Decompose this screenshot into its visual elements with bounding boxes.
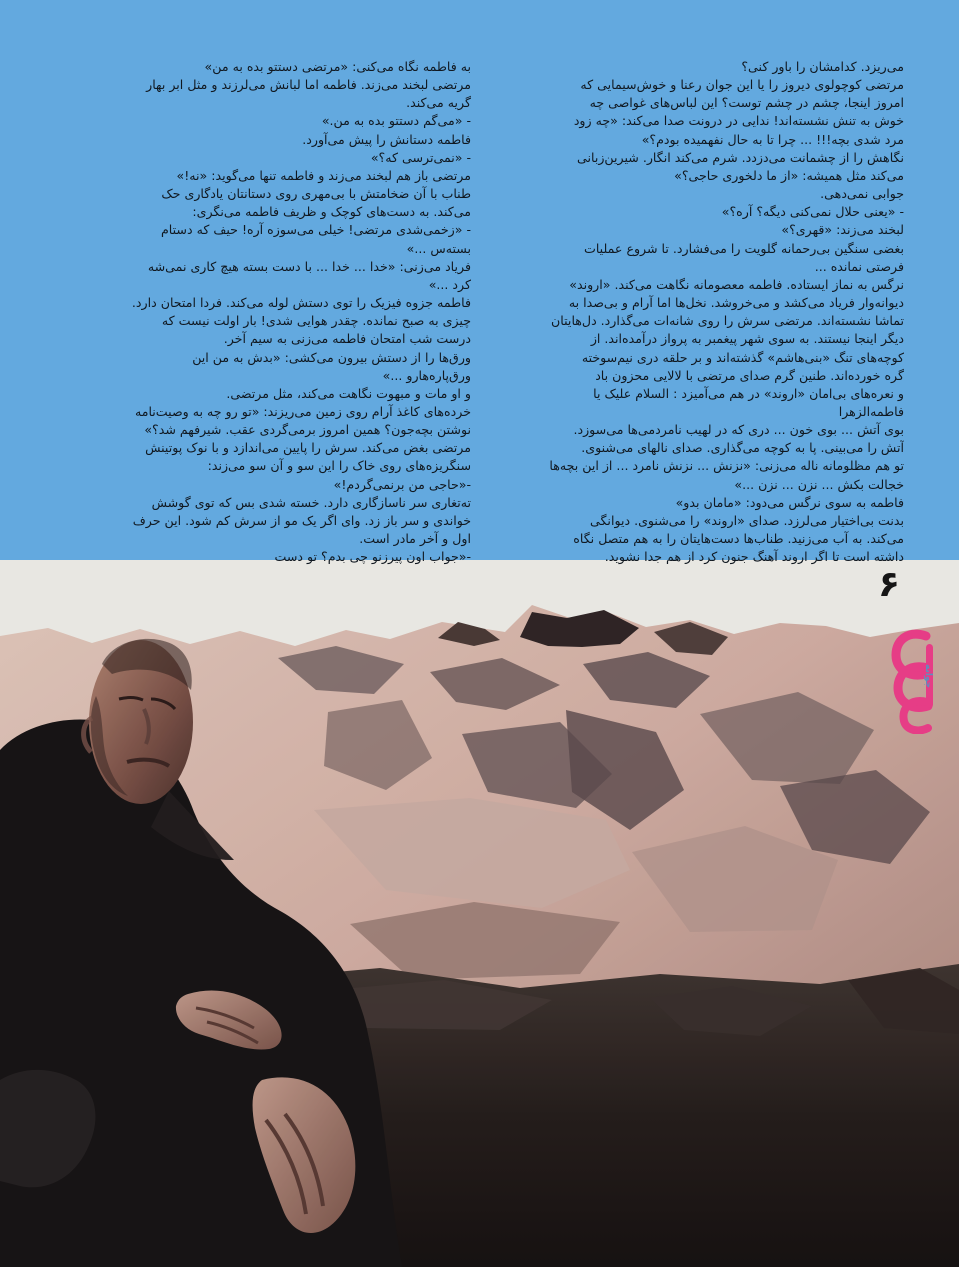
text-line: ته‌تغاری سر ناسازگاری دارد. خسته شدی بس که توی گوشش: [151, 494, 471, 510]
text-line: لبخند می‌زند: «قهری؟»: [781, 222, 904, 238]
text-line: امروز اینجا، چشم در چشم توست؟ این لباس‌های غواصی چه: [589, 95, 904, 111]
desert-portrait-image: [0, 560, 959, 1267]
text-line: گره خورده‌اند. طنین گرم صدای مرتضی با لالایی محزون باد: [595, 367, 904, 383]
text-line: بسته‌س ...»: [406, 240, 471, 256]
text-line: به فاطمه نگاه می‌کنی: «مرتضی دستتو بده به من»: [204, 59, 471, 74]
text-line: جوابی نمی‌دهی.: [820, 186, 904, 202]
text-line: مرتضی باز هم لبخند می‌زند و فاطمه تنها می‌گوید: «نه!»: [176, 167, 471, 183]
text-line: بوی آتش ... بوی خون ... دری که در لهیب نامردمی‌ها می‌سوزد.: [573, 422, 904, 438]
text-line: اول و آخر مادر است.: [359, 531, 471, 547]
text-line: می‌ریزد. کدامشان را باور کنی؟: [741, 59, 904, 74]
text-line: داشته است تا اگر اروند آهنگ جنون کرد از هم جدا نشوید.: [604, 549, 904, 565]
text-line: فریاد می‌زنی: «خدا ... خدا ... با دست بسته هیچ کاری نمی‌شه: [147, 258, 471, 274]
text-line: نرگس به نماز ایستاده. فاطمه معصومانه نگاهت می‌کند. «اروند»: [569, 276, 904, 292]
text-line: سنگریزه‌های روی خاک را این سو و آن سو می‌زند:: [207, 458, 471, 474]
text-line: و نعره‌های بی‌امان «اروند» در هم می‌آمیزد : السلام علیک یا: [593, 385, 904, 401]
text-line: -«جواب اون پیرزنو چی بدم؟ تو دست: [274, 549, 471, 565]
text-line: می‌کند مثل همیشه: «از ما دلخوری حاجی؟»: [674, 167, 904, 183]
text-line: ورق‌پاره‌هارو ...»: [382, 367, 471, 383]
text-line: تماشا نشسته‌اند. مرتضی سرش را روی شانه‌ات می‌گذارد. دل‌هایتان: [551, 313, 904, 329]
text-line: درست شب امتحان فاطمه می‌زنی به سیم آخر.: [223, 331, 471, 347]
text-line: می‌کند. به آب می‌زنید. طناب‌ها دست‌هایتان را به هم متصل نگاه: [573, 531, 904, 547]
text-line: فاطمه دستانش را پیش می‌آورد.: [302, 131, 471, 147]
text-line: - «زخمی‌شدی مرتضی! خیلی می‌سوزه آره! حیف که دستام: [160, 222, 471, 238]
text-line: تو هم مظلومانه ناله می‌زنی: «نزنش ... نزنش نامرد ... از این بچه‌ها: [549, 458, 904, 474]
text-line: خوش به تنش نشسته‌اند! ندایی در درونت صدا می‌کند: «چه زود: [573, 113, 904, 129]
text-line: فاطمه به سوی نرگس می‌دود: «مامان بدو»: [675, 494, 904, 510]
text-line: طناب با آن ضخامتش با بی‌مهری روی دستانتان یادگاری حک: [161, 186, 471, 202]
text-line: مرد شدی بچه!!! ... چرا تا به حال نفهمیده بودم؟»: [641, 131, 904, 147]
text-line: مرتضی بغض می‌کند. سرش را پایین می‌اندازد و با نوک پوتینش: [145, 440, 471, 456]
text-line: کوچه‌های تنگ «بنی‌هاشم» گذشته‌اند و بر حلقه دری نیم‌سوخته: [581, 349, 904, 365]
text-line: و او مات و مبهوت نگاهت می‌کند، مثل مرتضی.: [226, 385, 471, 401]
text-line: چیزی به صبح نمانده. چقدر هوایی شدی! بار اولت نیست که: [161, 313, 471, 329]
text-line: مرتضی کوچولوی دیروز را یا این جوان رعنا و خوش‌سیمایی که: [580, 77, 904, 93]
text-line: مرتضی لبخند می‌زند. فاطمه اما لبانش می‌لرزند و مثل ابر بهار: [146, 77, 471, 93]
text-line: فرصتی نمانده ...: [814, 258, 904, 274]
text-line: می‌کند. به دست‌های کوچک و ظریف فاطمه می‌نگری:: [192, 204, 471, 220]
text-line: نگاهش را از چشمانت می‌دزدد. شرم می‌کند انگار. شیرین‌زبانی: [577, 149, 904, 165]
page-number: ۶: [878, 564, 900, 605]
text-line: ورق‌ها را از دستش بیرون می‌کشی: «بدش به من این: [192, 349, 471, 365]
text-line: نوشتن بچه‌جون؟ همین امروز برمی‌گردی عقب. شیرفهم شد؟»: [144, 422, 471, 438]
text-line: بغضی سنگین بی‌رحمانه گلویت را می‌فشارد. تا شروع عملیات: [583, 240, 904, 256]
text-line: خواندی و سر باز زد. وای اگر یک مو از سرش کم شود. این حرف: [132, 512, 471, 528]
article-column-left: [58, 58, 471, 566]
article-column-right: [486, 58, 904, 566]
logo-text: جوانه: [923, 664, 933, 689]
text-line: کرد ...»: [428, 276, 471, 292]
text-line: گریه می‌کند.: [406, 95, 471, 111]
text-line: دیوانه‌وار فریاد می‌کشد و می‌خروشد. نخل‌ها اما آرام و بی‌صدا به: [568, 295, 904, 311]
text-line: آتش را می‌بینی. پا به کوچه می‌گذاری. صدای نالهای می‌شنوی.: [581, 440, 904, 456]
magazine-logo: [884, 622, 940, 734]
text-line: بدنت بی‌اختیار می‌لرزد. صدای «اروند» را می‌شنوی. دیوانگی: [589, 512, 904, 528]
text-line: - «می‌گم دستتو بده به من.»: [321, 113, 471, 129]
text-line: - «یعنی حلال نمی‌کنی دیگه؟ آره؟»: [721, 204, 904, 220]
text-line: فاطمه‌الزهرا: [838, 403, 904, 419]
text-line: -«حاجی من برنمی‌گردم!»: [333, 476, 471, 492]
desert-portrait-photo: [0, 560, 959, 1267]
text-line: خرده‌های کاغذ آرام روی زمین می‌ریزند: «تو رو چه به وصیت‌نامه: [134, 403, 471, 419]
text-line: - «نمی‌ترسی که؟»: [370, 149, 471, 165]
text-line: دیگر اینجا نیستند. به سوی شهر پیغمبر به پرواز درآمده‌اند. از: [590, 331, 904, 347]
text-line: فاطمه جزوه فیزیک را توی دستش لوله می‌کند. فردا امتحان دارد.: [131, 295, 471, 311]
text-line: خجالت بکش ... نزن ... نزن ...»: [734, 476, 904, 492]
